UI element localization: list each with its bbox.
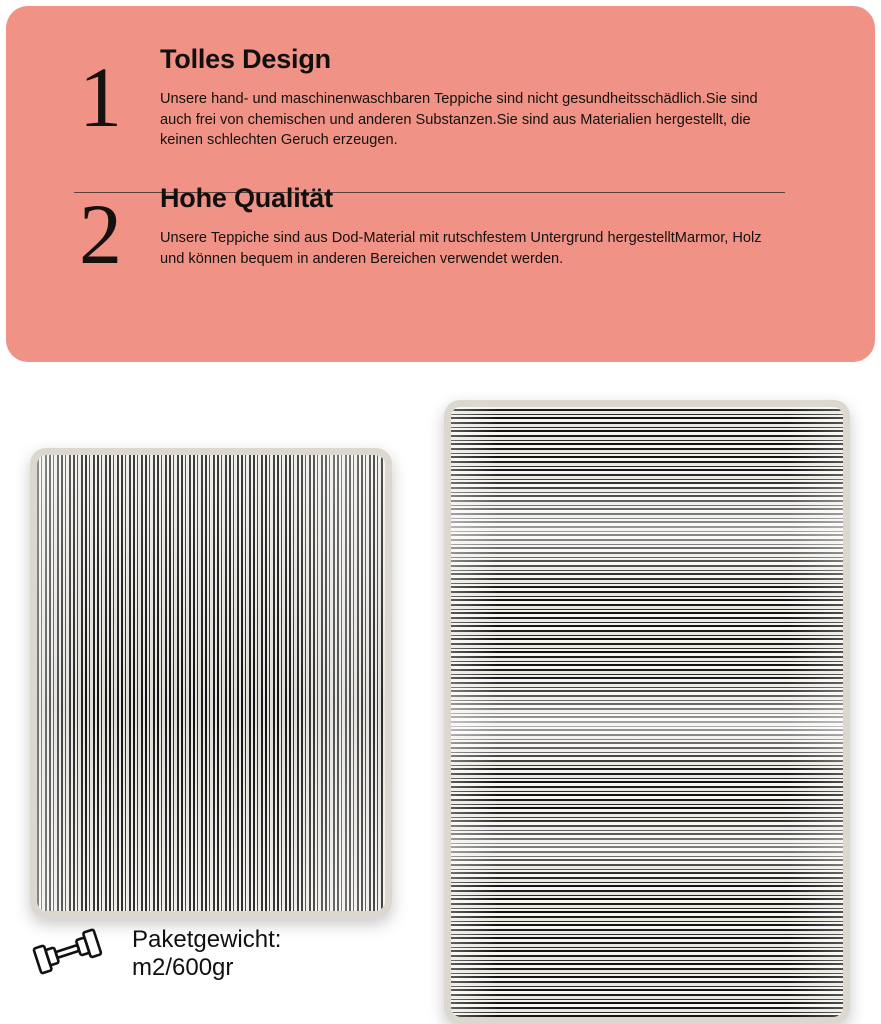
package-weight-badge	[26, 926, 281, 981]
feature-number-1: 1	[79, 49, 121, 145]
feature-body-1	[160, 28, 841, 151]
feature-panel	[6, 6, 875, 362]
feature-item-1	[40, 28, 841, 151]
rug-shading-vertical	[37, 455, 385, 911]
rug-shading-horizontal	[451, 407, 843, 1017]
feature-title-2: Hohe Qualität	[160, 183, 333, 214]
rug-surface-horizontal	[451, 407, 843, 1017]
rug-surface-vertical	[37, 455, 385, 911]
package-weight-line2: m2/600gr	[132, 953, 234, 981]
package-weight-text	[132, 926, 281, 981]
feature-body-2	[160, 175, 841, 269]
dumbbell-icon	[26, 926, 118, 981]
product-image-area	[0, 366, 881, 1024]
striped-rug-vertical	[30, 448, 392, 918]
striped-rug-horizontal	[444, 400, 850, 1024]
feature-text-2: Unsere Teppiche sind aus Dod-Material mit rutschfestem Untergrund hergestelltMarmor, Holz und können bequem in anderen Bereichen verwendet werden.	[160, 230, 762, 267]
feature-number-2: 2	[79, 186, 121, 283]
package-weight-line1: Paketgewicht:	[132, 926, 282, 954]
feature-title-1: Tolles Design	[160, 44, 331, 74]
feature-item-2	[40, 175, 841, 283]
feature-text-1: Unsere hand- und maschinenwaschbaren Teppiche sind nicht gesundheitsschädlich.Sie sind auch frei von chemischen und anderen Substanzen.Sie sind aus Materialien hergestellt, die keinen schlechten Geruch erzeugen.	[160, 91, 758, 149]
